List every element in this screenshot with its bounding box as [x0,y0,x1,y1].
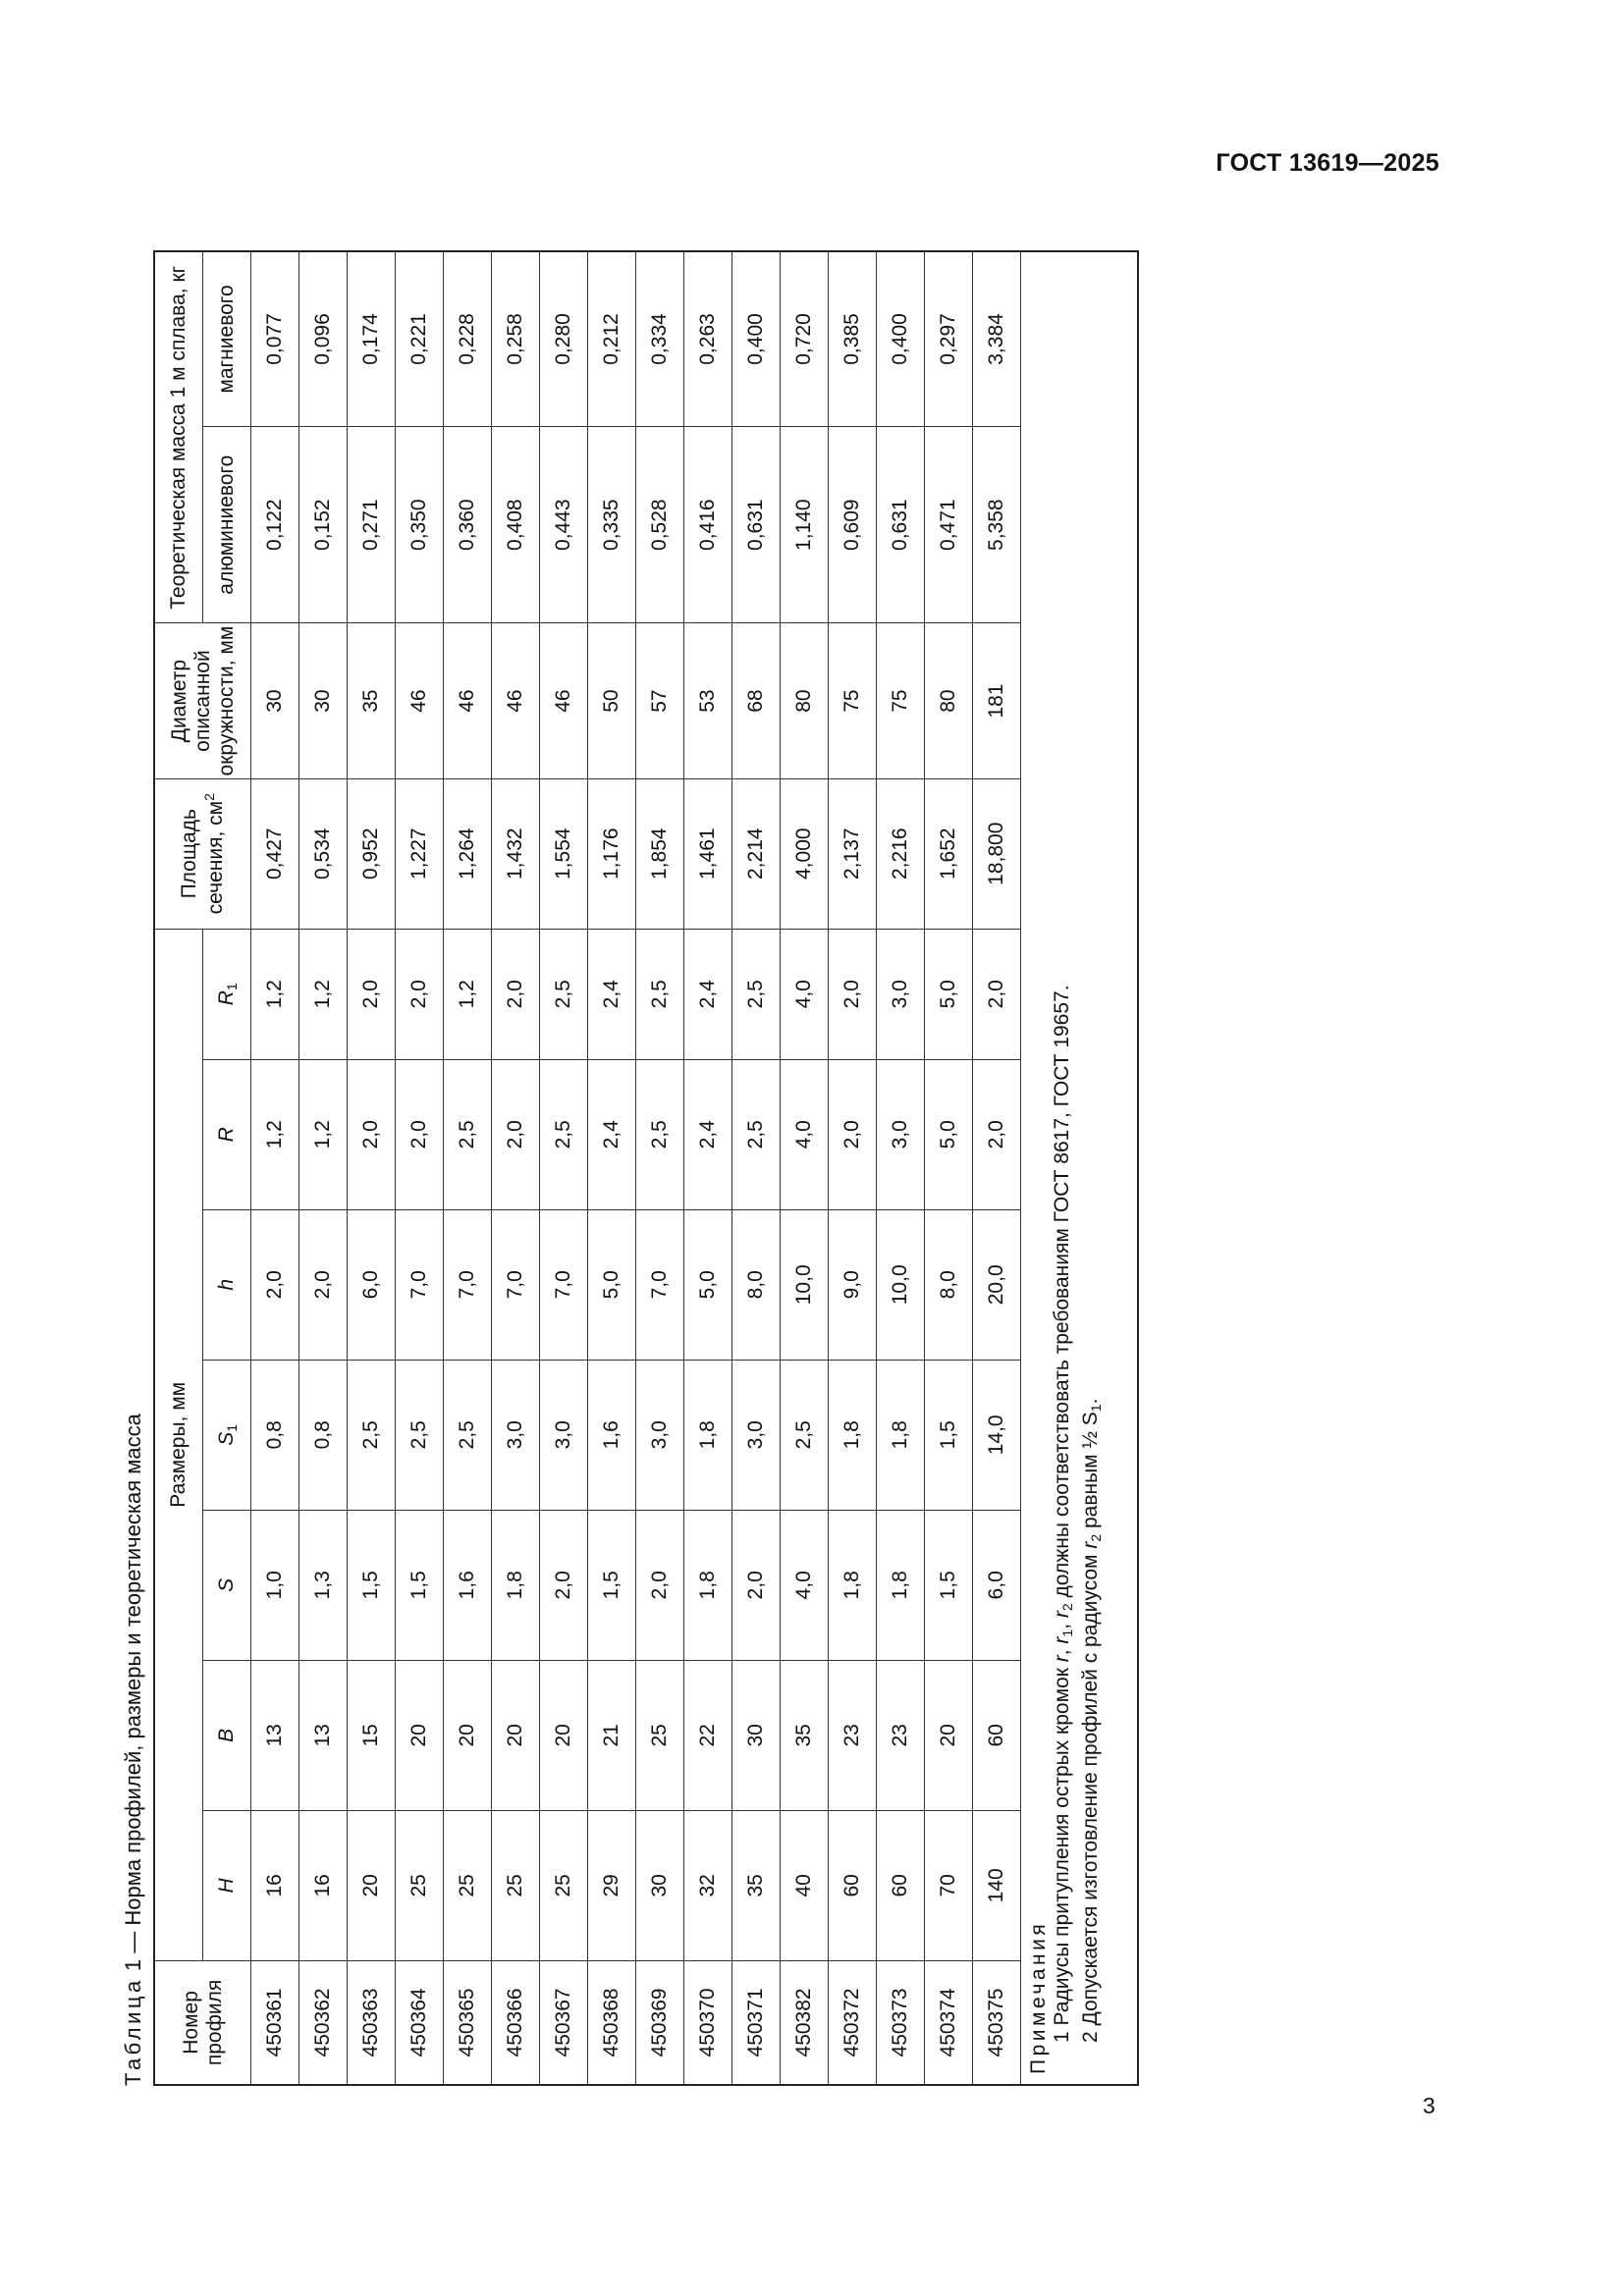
cell-R1: 4,0 [781,929,829,1059]
cell-h: 10,0 [877,1209,925,1360]
cell-H: 30 [636,1810,684,1960]
cell-mass-aluminum: 0,631 [877,426,925,623]
cell-mass-magnesium: 3,384 [973,251,1021,426]
cell-h: 7,0 [444,1209,492,1360]
cell-R1: 3,0 [877,929,925,1059]
cell-diameter: 75 [829,623,877,778]
cell-diameter: 30 [251,623,299,778]
cell-area: 1,554 [540,778,588,929]
cell-h: 6,0 [348,1209,396,1360]
cell-B: 20 [492,1660,540,1810]
header-H: H [203,1810,251,1960]
table-row [540,251,588,2085]
cell-area: 2,216 [877,778,925,929]
cell-h: 8,0 [732,1209,781,1360]
table-row [925,251,973,2085]
cell-H: 32 [684,1810,732,1960]
cell-S1: 2,5 [348,1360,396,1510]
table-row [829,251,877,2085]
cell-S: 1,6 [444,1510,492,1660]
cell-R: 2,0 [492,1059,540,1209]
header-S1-base: S [214,1431,238,1446]
cell-S: 2,0 [540,1510,588,1660]
cell-profile-number: 450364 [396,1960,444,2085]
table-body [251,251,1139,2085]
table-row [781,251,829,2085]
cell-mass-aluminum: 0,471 [925,426,973,623]
cell-profile-number: 450382 [781,1960,829,2085]
cell-diameter: 68 [732,623,781,778]
cell-S: 2,0 [732,1510,781,1660]
cell-H: 16 [251,1810,299,1960]
table-row [684,251,732,2085]
cell-R1: 2,4 [588,929,636,1059]
header-area-text: Площадь сечения, см [178,800,227,915]
cell-area: 1,264 [444,778,492,929]
cell-H: 70 [925,1810,973,1960]
cell-area: 0,952 [348,778,396,929]
cell-B: 13 [299,1660,348,1810]
cell-mass-magnesium: 0,720 [781,251,829,426]
cell-R: 2,0 [348,1059,396,1209]
cell-h: 5,0 [588,1209,636,1360]
cell-H: 40 [781,1810,829,1960]
cell-mass-magnesium: 0,297 [925,251,973,426]
cell-mass-magnesium: 0,263 [684,251,732,426]
cell-h: 8,0 [925,1209,973,1360]
table-row [588,251,636,2085]
cell-area: 2,214 [732,778,781,929]
header-S1 [203,1360,251,1510]
cell-R: 1,2 [251,1059,299,1209]
cell-S1: 1,8 [829,1360,877,1510]
cell-profile-number: 450374 [925,1960,973,2085]
cell-H: 25 [540,1810,588,1960]
cell-S: 1,8 [492,1510,540,1660]
cell-R1: 2,0 [348,929,396,1059]
cell-mass-aluminum: 0,360 [444,426,492,623]
note-1 [1051,260,1079,2074]
cell-B: 23 [877,1660,925,1810]
table-caption-label: Таблица [121,1977,145,2086]
cell-diameter: 80 [781,623,829,778]
cell-profile-number: 450361 [251,1960,299,2085]
cell-S: 4,0 [781,1510,829,1660]
cell-mass-magnesium: 0,334 [636,251,684,426]
header-mass: Теоретическая масса 1 м сплава, кг [154,251,203,623]
cell-S1: 14,0 [973,1360,1021,1510]
cell-h: 20,0 [973,1209,1021,1360]
cell-R1: 1,2 [299,929,348,1059]
header-aluminum: алюминиевого [203,426,251,623]
cell-S1: 0,8 [299,1360,348,1510]
cell-S1: 3,0 [732,1360,781,1510]
cell-R: 2,5 [732,1059,781,1209]
cell-S: 1,8 [829,1510,877,1660]
cell-B: 15 [348,1660,396,1810]
note-2-text-a: 2 Допускается изготовление профилей с радиусом [1079,1548,1102,2043]
cell-R1: 1,2 [251,929,299,1059]
cell-S1: 2,5 [396,1360,444,1510]
cell-R1: 2,0 [973,929,1021,1059]
cell-diameter: 57 [636,623,684,778]
cell-mass-aluminum: 0,271 [348,426,396,623]
cell-S: 1,8 [684,1510,732,1660]
cell-B: 22 [684,1660,732,1810]
header-R1-base: R [214,990,238,1006]
cell-area: 18,800 [973,778,1021,929]
cell-mass-magnesium: 0,221 [396,251,444,426]
cell-R1: 2,4 [684,929,732,1059]
cell-diameter: 46 [540,623,588,778]
notes-title: Примечания [1027,1920,1050,2074]
cell-diameter: 181 [973,623,1021,778]
cell-mass-aluminum: 0,609 [829,426,877,623]
cell-S1: 3,0 [492,1360,540,1510]
cell-H: 20 [348,1810,396,1960]
cell-R1: 5,0 [925,929,973,1059]
cell-mass-aluminum: 0,335 [588,426,636,623]
cell-S: 1,0 [251,1510,299,1660]
cell-area: 1,461 [684,778,732,929]
cell-R: 2,5 [444,1059,492,1209]
note-1-r2-sub: 2 [1059,1603,1075,1612]
cell-h: 7,0 [636,1209,684,1360]
table-row [636,251,684,2085]
cell-mass-magnesium: 0,385 [829,251,877,426]
table-row [973,251,1021,2085]
cell-mass-aluminum: 5,358 [973,426,1021,623]
cell-H: 140 [973,1810,1021,1960]
header-magnesium: магниевого [203,251,251,426]
header-diameter: Диаметр описанной окружности, мм [154,623,251,778]
cell-mass-magnesium: 0,400 [877,251,925,426]
cell-B: 35 [781,1660,829,1810]
cell-mass-aluminum: 0,408 [492,426,540,623]
cell-mass-magnesium: 0,280 [540,251,588,426]
cell-profile-number: 450372 [829,1960,877,2085]
cell-B: 13 [251,1660,299,1810]
cell-profile-number: 450373 [877,1960,925,2085]
cell-S: 1,5 [348,1510,396,1660]
cell-S1: 2,5 [444,1360,492,1510]
cell-h: 10,0 [781,1209,829,1360]
cell-profile-number: 450362 [299,1960,348,2085]
table-caption-text: 1 — Норма профилей, размеры и теоретическая масса [121,1414,145,1978]
note-2-r: r [1079,1541,1102,1549]
header-R1 [203,929,251,1059]
cell-R1: 2,5 [732,929,781,1059]
cell-profile-number: 450369 [636,1960,684,2085]
cell-H: 25 [444,1810,492,1960]
cell-R: 5,0 [925,1059,973,1209]
cell-diameter: 75 [877,623,925,778]
note-2-end: . [1079,1398,1102,1405]
cell-H: 25 [492,1810,540,1960]
header-B: B [203,1660,251,1810]
table-row [877,251,925,2085]
table-row [492,251,540,2085]
cell-S1: 3,0 [540,1360,588,1510]
header-S1-sub: 1 [223,1423,240,1432]
cell-mass-magnesium: 0,174 [348,251,396,426]
header-profile-number: Номер профиля [154,1960,251,2085]
cell-mass-aluminum: 1,140 [781,426,829,623]
cell-H: 25 [396,1810,444,1960]
note-1-r1-sub: 1 [1059,1629,1075,1637]
page-number: 3 [1423,2093,1435,2118]
cell-S: 6,0 [973,1510,1021,1660]
cell-mass-magnesium: 0,096 [299,251,348,426]
cell-diameter: 46 [396,623,444,778]
cell-diameter: 35 [348,623,396,778]
cell-R: 2,0 [396,1059,444,1209]
cell-area: 2,137 [829,778,877,929]
header-R: R [203,1059,251,1209]
cell-S1: 1,8 [877,1360,925,1510]
cell-H: 16 [299,1810,348,1960]
cell-profile-number: 450368 [588,1960,636,2085]
cell-h: 2,0 [299,1209,348,1360]
table-row [348,251,396,2085]
cell-B: 20 [540,1660,588,1810]
cell-R1: 2,5 [540,929,588,1059]
cell-h: 7,0 [396,1209,444,1360]
cell-B: 20 [925,1660,973,1810]
note-1-text-b: должны соответствовать требованиям ГОСТ 8617, ГОСТ 19657. [1051,985,1073,1604]
cell-B: 20 [444,1660,492,1810]
notes-cell [1021,251,1139,2085]
cell-mass-magnesium: 0,400 [732,251,781,426]
cell-S: 1,5 [925,1510,973,1660]
cell-h: 2,0 [251,1209,299,1360]
cell-mass-aluminum: 0,350 [396,426,444,623]
header-R1-sub: 1 [223,983,240,991]
note-1-sep2: , [1051,1618,1073,1629]
cell-R: 2,5 [636,1059,684,1209]
cell-mass-aluminum: 0,443 [540,426,588,623]
cell-profile-number: 450363 [348,1960,396,2085]
cell-S: 1,5 [396,1510,444,1660]
cell-S: 1,3 [299,1510,348,1660]
rotated-table-block [106,240,1186,2086]
cell-S1: 2,5 [781,1360,829,1510]
cell-mass-aluminum: 0,152 [299,426,348,623]
cell-H: 60 [829,1810,877,1960]
cell-area: 0,534 [299,778,348,929]
cell-profile-number: 450370 [684,1960,732,2085]
cell-area: 1,227 [396,778,444,929]
cell-S: 1,5 [588,1510,636,1660]
cell-profile-number: 450371 [732,1960,781,2085]
cell-diameter: 80 [925,623,973,778]
cell-diameter: 53 [684,623,732,778]
note-1-r: r [1051,1655,1073,1663]
cell-H: 60 [877,1810,925,1960]
notes-row [1021,251,1139,2085]
cell-area: 1,176 [588,778,636,929]
cell-area: 1,432 [492,778,540,929]
cell-profile-number: 450367 [540,1960,588,2085]
cell-S1: 0,8 [251,1360,299,1510]
cell-B: 30 [732,1660,781,1810]
cell-mass-aluminum: 0,631 [732,426,781,623]
cell-R: 2,0 [973,1059,1021,1209]
cell-R1: 1,2 [444,929,492,1059]
table-row [732,251,781,2085]
cell-S: 1,8 [877,1510,925,1660]
cell-mass-magnesium: 0,258 [492,251,540,426]
cell-S1: 3,0 [636,1360,684,1510]
header-area [154,778,251,929]
cell-mass-aluminum: 0,122 [251,426,299,623]
note-1-sep1: , [1051,1643,1073,1656]
cell-R1: 2,0 [396,929,444,1059]
header-h: h [203,1209,251,1360]
table-row [444,251,492,2085]
cell-R: 1,2 [299,1059,348,1209]
cell-R: 2,4 [684,1059,732,1209]
table-caption [121,1414,146,2086]
cell-diameter: 30 [299,623,348,778]
cell-S1: 1,6 [588,1360,636,1510]
cell-mass-aluminum: 0,528 [636,426,684,623]
cell-h: 7,0 [540,1209,588,1360]
note-2 [1079,260,1108,2074]
profiles-table [153,250,1139,2086]
header-dimensions: Размеры, мм [154,929,203,1960]
cell-R1: 2,0 [829,929,877,1059]
cell-h: 5,0 [684,1209,732,1360]
cell-profile-number: 450375 [973,1960,1021,2085]
cell-R: 4,0 [781,1059,829,1209]
note-1-r2: r [1051,1611,1073,1619]
note-2-r-sub: 2 [1088,1533,1104,1542]
document-code: ГОСТ 13619—2025 [1216,149,1439,177]
cell-R: 2,0 [829,1059,877,1209]
cell-S: 2,0 [636,1510,684,1660]
cell-diameter: 46 [444,623,492,778]
header-row-1 [154,251,203,2085]
note-2-s-sub: 1 [1088,1404,1104,1413]
cell-area: 1,652 [925,778,973,929]
cell-mass-magnesium: 0,077 [251,251,299,426]
cell-R1: 2,0 [492,929,540,1059]
header-area-sup: 2 [201,793,217,801]
cell-B: 20 [396,1660,444,1810]
cell-h: 9,0 [829,1209,877,1360]
cell-S1: 1,5 [925,1360,973,1510]
table-row [299,251,348,2085]
cell-h: 7,0 [492,1209,540,1360]
table-row [251,251,299,2085]
cell-area: 0,427 [251,778,299,929]
cell-S1: 1,8 [684,1360,732,1510]
note-1-r1: r [1051,1636,1073,1644]
note-1-text-a: 1 Радиусы притупления острых кромок [1051,1662,1073,2043]
table-row [396,251,444,2085]
cell-H: 29 [588,1810,636,1960]
cell-B: 23 [829,1660,877,1810]
cell-mass-magnesium: 0,228 [444,251,492,426]
cell-H: 35 [732,1810,781,1960]
cell-profile-number: 450366 [492,1960,540,2085]
header-row-2 [203,251,251,2085]
cell-profile-number: 450365 [444,1960,492,2085]
cell-diameter: 50 [588,623,636,778]
cell-B: 21 [588,1660,636,1810]
header-S: S [203,1510,251,1660]
note-2-text-b: равным ½ S [1079,1412,1102,1534]
cell-R: 2,4 [588,1059,636,1209]
cell-mass-aluminum: 0,416 [684,426,732,623]
cell-B: 25 [636,1660,684,1810]
cell-area: 4,000 [781,778,829,929]
cell-area: 1,854 [636,778,684,929]
cell-R1: 2,5 [636,929,684,1059]
cell-mass-magnesium: 0,212 [588,251,636,426]
cell-B: 60 [973,1660,1021,1810]
cell-R: 3,0 [877,1059,925,1209]
cell-R: 2,5 [540,1059,588,1209]
cell-diameter: 46 [492,623,540,778]
